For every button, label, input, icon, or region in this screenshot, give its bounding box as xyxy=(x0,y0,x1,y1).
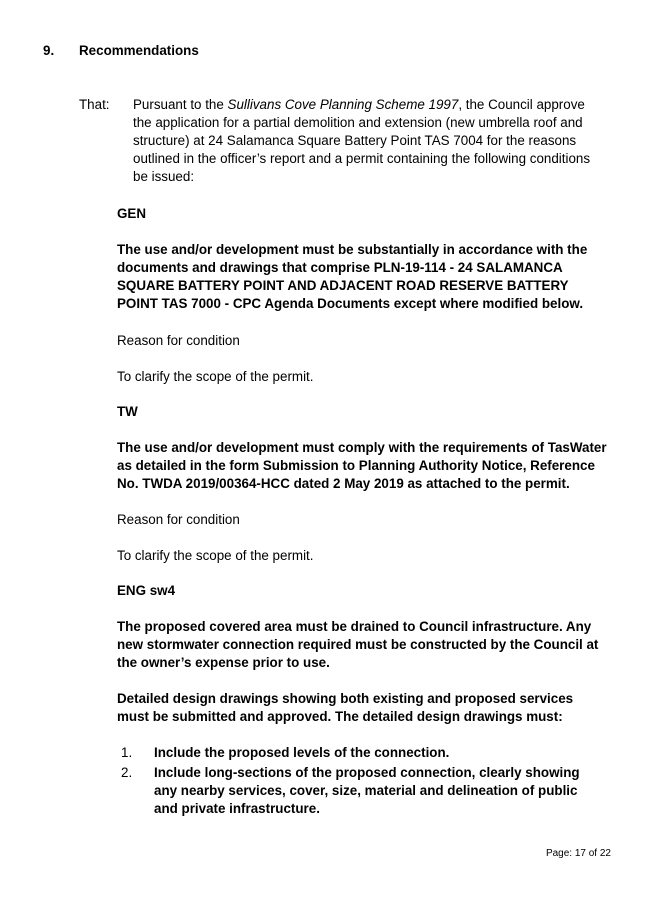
section-number: 9. xyxy=(43,43,55,58)
condition-text-eng-2: Detailed design drawings showing both existing and proposed services must be submitted and approved. The detailed design drawings must: xyxy=(117,691,574,724)
reason-text-tw: To clarify the scope of the permit. xyxy=(117,548,314,563)
intro-text-after: , the Council approve the application for a partial demolition and extension (new umbrella roof and structure) at 24 Salamanca Square Battery Point TAS 7004 for the reasons outlined in the officer’s report and a permit containing the following conditions be issued: xyxy=(133,97,591,184)
list-item-text-1: Include the proposed levels of the connection. xyxy=(154,745,450,760)
condition-text-gen: The use and/or development must be substantially in accordance with the documents and drawings that comprise PLN-19-114 - 24 SALAMANCA SQUARE BATTERY POINT AND ADJACENT ROAD RESERVE BATTERY POINT TAS 7000 - CPC Agenda Documents except where modified below. xyxy=(117,242,588,311)
scheme-name: Sullivans Cove Planning Scheme 1997 xyxy=(227,97,459,112)
list-item-number-2: 2. xyxy=(121,765,133,780)
intro-text-before: Pursuant to the xyxy=(133,97,228,112)
reason-text-gen: To clarify the scope of the permit. xyxy=(117,369,314,384)
intro-label: That: xyxy=(79,97,110,112)
condition-text-tw: The use and/or development must comply with the requirements of TasWater as detailed in the form Submission to Planning Authority Notice, Reference No. TWDA 2019/00364-HCC dated 2 May 2019 as attached to the permit. xyxy=(117,440,607,491)
reason-label-tw: Reason for condition xyxy=(117,512,240,527)
intro-paragraph xyxy=(133,96,603,186)
list-item-text-2: Include long-sections of the proposed connection, clearly showing any nearby services, cover, size, material and delineation of public and private infrastructure. xyxy=(154,765,580,816)
condition-code-gen: GEN xyxy=(117,206,147,221)
condition-code-tw: TW xyxy=(117,404,138,419)
condition-code-eng: ENG sw4 xyxy=(117,583,176,598)
condition-text-eng-1: The proposed covered area must be drained to Council infrastructure. Any new stormwater connection required must be constructed by the Council at the owner’s expense prior to use. xyxy=(117,619,599,670)
list-item-number-1: 1. xyxy=(121,745,133,760)
section-title: Recommendations xyxy=(79,43,199,58)
reason-label-gen: Reason for condition xyxy=(117,333,240,348)
page-number: Page: 17 of 22 xyxy=(545,848,611,859)
